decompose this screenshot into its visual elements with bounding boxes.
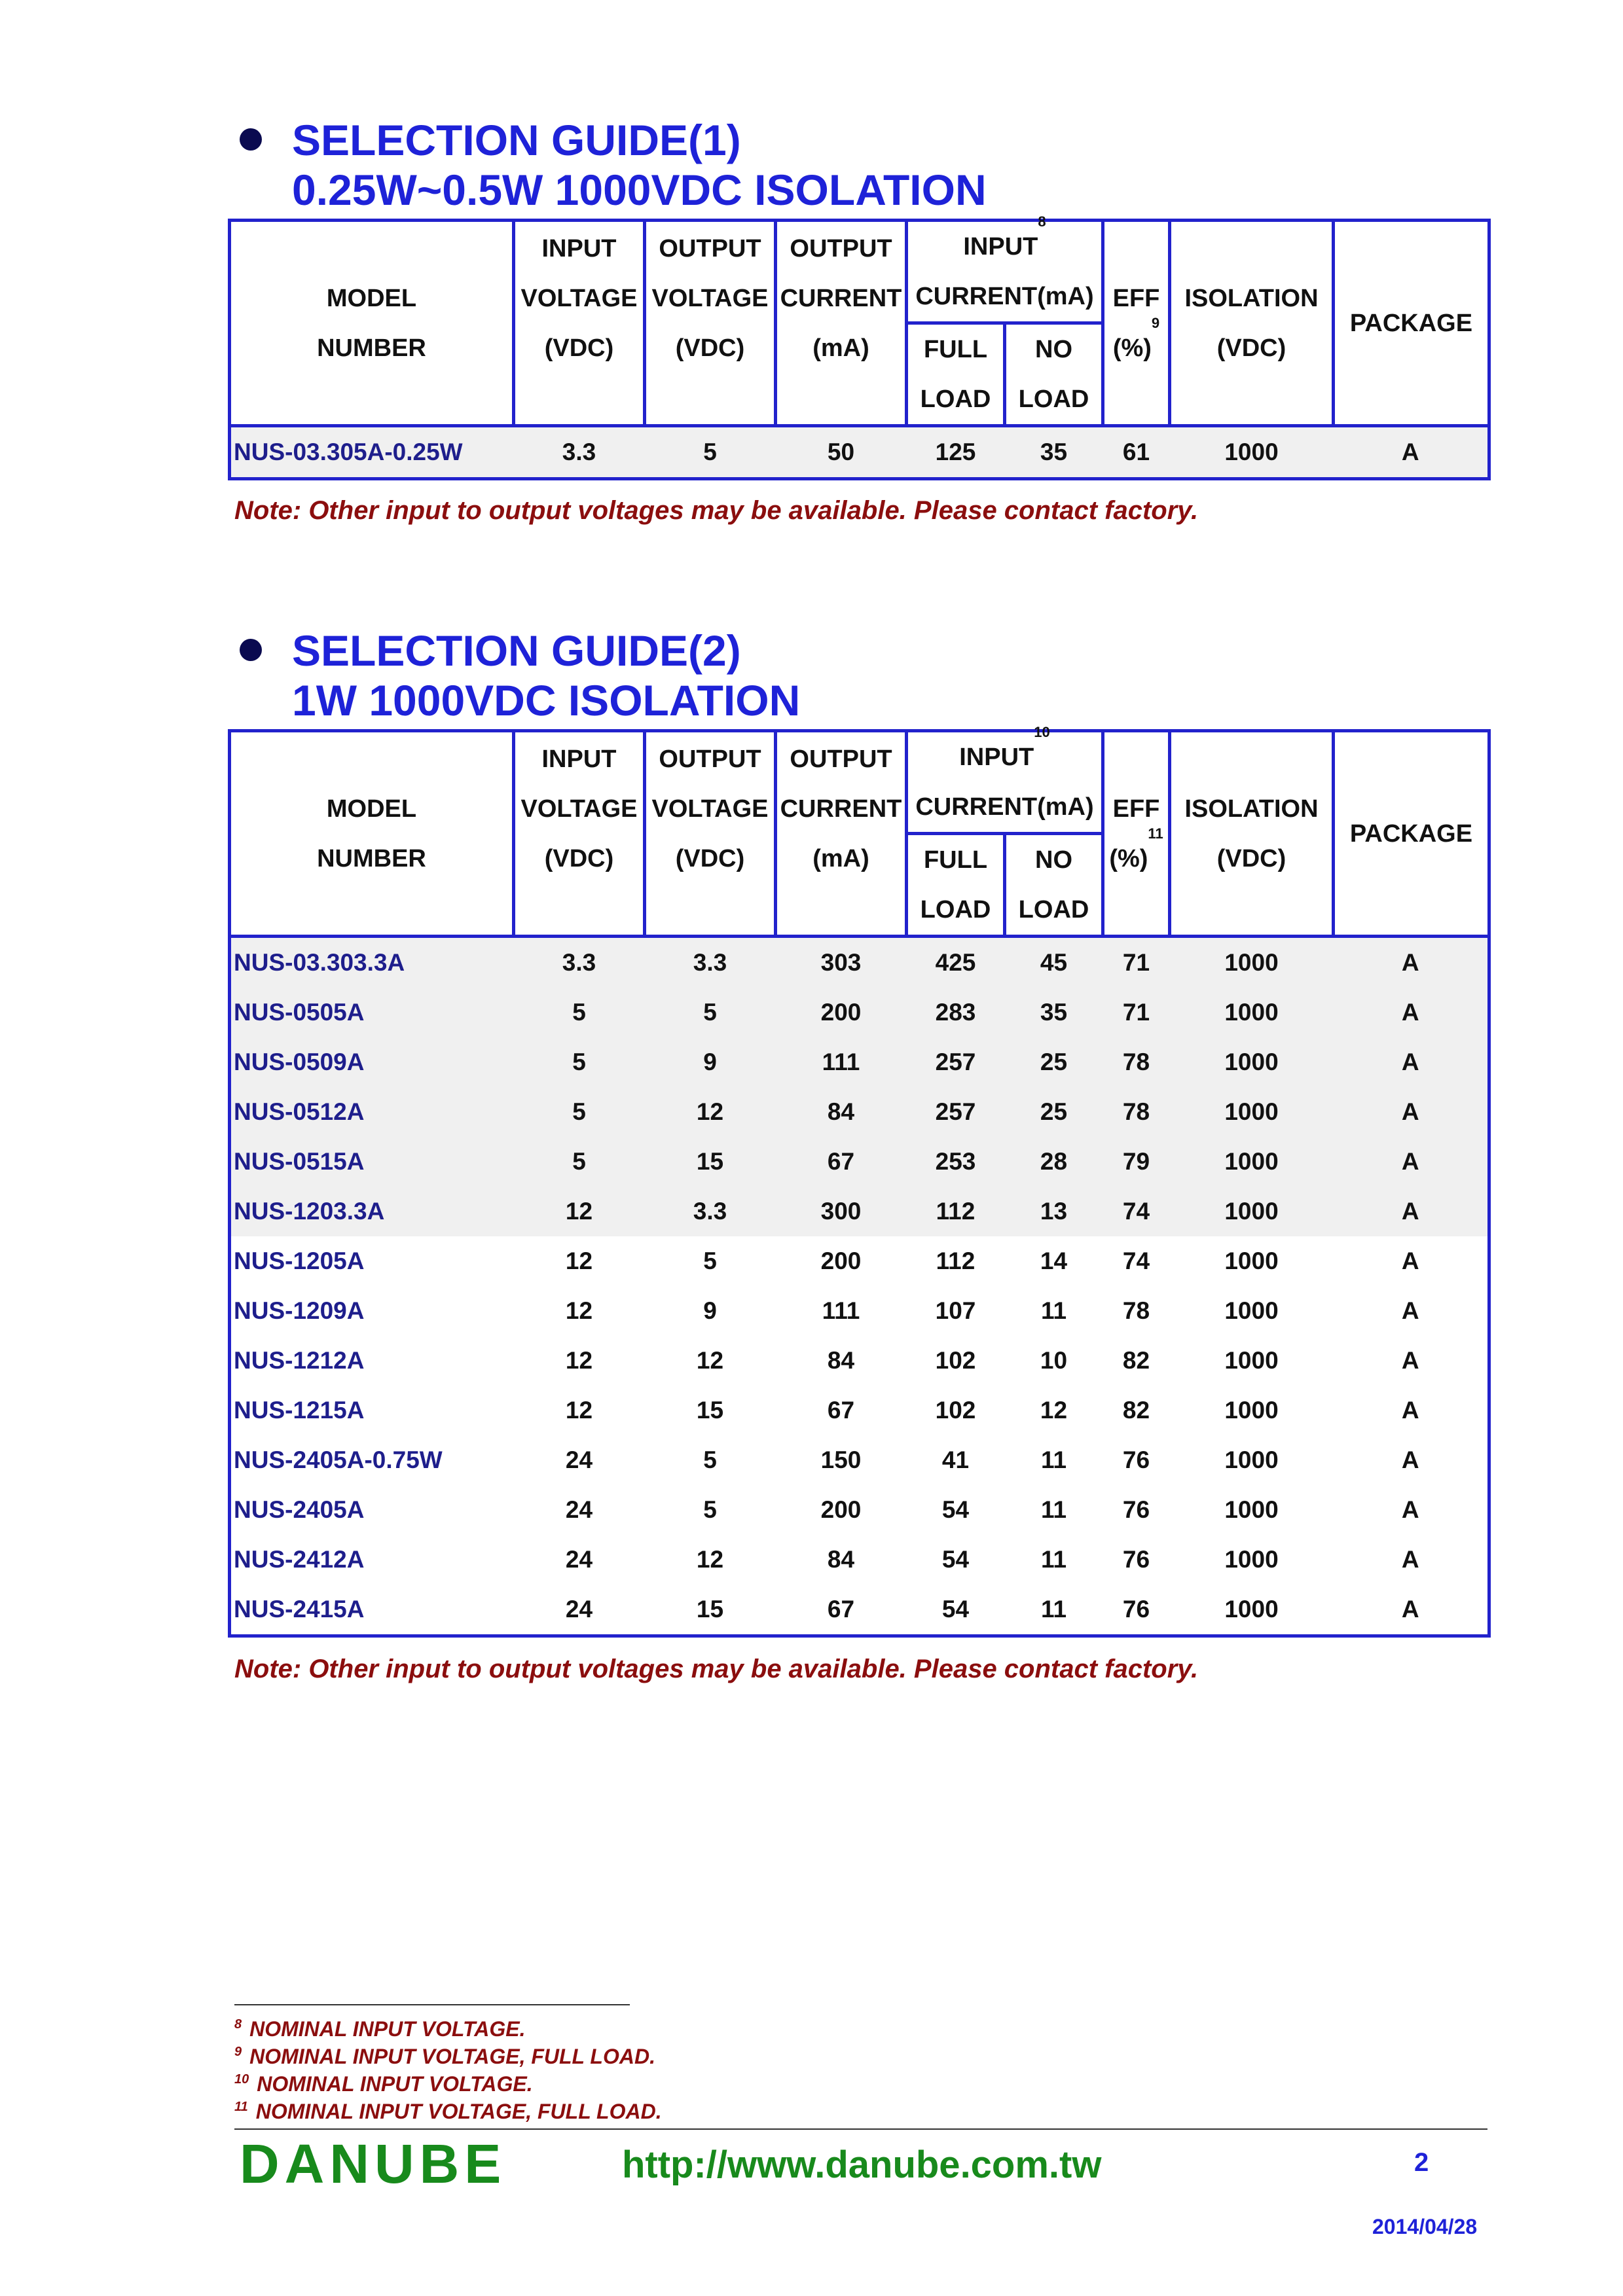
cell-eff: 61 [1103,426,1170,479]
cell-pkg: A [1334,1485,1489,1535]
col-package: PACKAGE [1334,731,1489,937]
guide1-table [228,213,1491,480]
cell-eff: 78 [1103,1087,1170,1137]
footnote: $^{11}$ NOMINAL INPUT VOLTAGE, FULL LOAD. [234,2100,662,2123]
col-input-voltage: INPUT VOLTAGE (VDC) [514,221,645,426]
table-row [230,1485,1489,1535]
cell-vin: 3.3 [514,937,645,988]
cell-iso: 1000 [1224,1247,1279,1274]
col-package: PACKAGE [1334,221,1489,426]
cell-full: 112 [907,1187,1005,1236]
cell-vin: 12 [565,1247,593,1274]
cell-full: 41 [941,1446,970,1473]
guide2-table [228,724,1491,1638]
cell-model: NUS-2412A [230,1535,514,1585]
cell-iout: 111 [776,1037,907,1087]
cell-iso: 1000 [1170,988,1334,1037]
cell-full: 425 [907,937,1005,988]
cell-pkg: A [1334,1037,1489,1087]
cell-noload: 11 [1005,1585,1103,1636]
cell-iso: 1000 [1224,1446,1279,1473]
cell-iout: 50 [776,426,907,479]
cell-model: NUS-0505A [230,988,514,1037]
cell-noload: 11 [1040,1446,1067,1473]
cell-eff: 76 [1103,1585,1170,1636]
table-row [230,1336,1489,1386]
cell-model: NUS-2415A [230,1585,514,1636]
guide1-subtitle: 0.25W~0.5W 1000VDC ISOLATION [292,166,987,214]
cell-vin: 5 [514,1087,645,1137]
cell-model: NUS-0512A [230,1087,514,1137]
guide1-title: SELECTION GUIDE(1) [292,116,741,164]
cell-full: 54 [907,1585,1005,1636]
cell-pkg: A [1334,1535,1489,1585]
cell-pkg: A [1334,1336,1489,1386]
guide1-note: Note: Other input to output voltages may be available. Please contact factory. [234,496,1199,525]
cell-eff: 76 [1122,1496,1150,1523]
cell-noload: 14 [1040,1247,1068,1274]
col-eff: EFF (%)$^9$ [1103,221,1170,426]
cell-model: NUS-1215A [230,1386,514,1435]
cell-iso: 1000 [1170,1187,1334,1236]
cell-vout: 5 [703,1446,717,1473]
cell-iout: 150 [820,1446,862,1473]
cell-iso: 1000 [1224,1496,1279,1523]
col-full-load: FULL LOAD [907,323,1005,426]
cell-noload: 45 [1005,937,1103,988]
cell-iso: 1000 [1170,426,1334,479]
table-row [230,988,1489,1037]
cell-iso: 1000 [1224,1297,1279,1324]
cell-iso: 1000 [1170,937,1334,988]
cell-vin: 5 [514,988,645,1037]
table-row [230,1286,1489,1336]
col-output-voltage: OUTPUT VOLTAGE (VDC) [645,221,776,426]
cell-full: 257 [907,1037,1005,1087]
cell-pkg: A [1334,1187,1489,1236]
cell-model: NUS-2405A [230,1485,514,1535]
cell-iout: 84 [827,1347,855,1374]
cell-model: NUS-0515A [230,1137,514,1187]
cell-eff: 76 [1122,1446,1150,1473]
cell-model: NUS-1212A [230,1336,514,1386]
table-row [230,1386,1489,1435]
cell-noload: 35 [1005,426,1103,479]
page-number: 2 [1414,2148,1429,2177]
cell-iso: 1000 [1170,1087,1334,1137]
cell-eff: 71 [1103,988,1170,1037]
cell-iso: 1000 [1224,1397,1279,1424]
cell-eff: 74 [1122,1247,1150,1274]
cell-vout: 9 [645,1037,776,1087]
cell-noload: 11 [1040,1546,1067,1573]
table-row [230,937,1489,988]
cell-full: 54 [941,1546,970,1573]
col-output-voltage: OUTPUT VOLTAGE (VDC) [645,731,776,937]
table-row [230,1236,1489,1286]
cell-pkg: A [1334,1087,1489,1137]
table-row [230,1137,1489,1187]
cell-vout: 9 [703,1297,717,1324]
cell-full: 125 [907,426,1005,479]
col-no-load: NO LOAD [1005,834,1103,937]
cell-noload: 11 [1040,1297,1067,1324]
cell-eff: 82 [1122,1397,1150,1424]
cell-eff: 78 [1122,1297,1150,1324]
table-row [230,1535,1489,1585]
cell-pkg: A [1334,1286,1489,1336]
cell-eff: 71 [1103,937,1170,988]
cell-noload: 10 [1040,1347,1068,1374]
cell-noload: 13 [1005,1187,1103,1236]
cell-vout: 12 [696,1546,724,1573]
cell-iout: 84 [776,1087,907,1137]
cell-model: NUS-03.303.3A [230,937,514,988]
cell-iout: 67 [776,1585,907,1636]
cell-noload: 12 [1040,1397,1068,1424]
cell-eff: 78 [1103,1037,1170,1087]
cell-full: 283 [907,988,1005,1037]
table-row [230,1585,1489,1636]
cell-full: 54 [941,1496,970,1523]
cell-pkg: A [1334,937,1489,988]
table-row [230,1087,1489,1137]
cell-iout: 67 [776,1137,907,1187]
cell-vout: 5 [645,426,776,479]
cell-pkg: A [1334,1435,1489,1485]
cell-pkg: A [1334,1585,1489,1636]
guide2-title: SELECTION GUIDE(2) [292,626,741,675]
cell-vin: 24 [565,1546,593,1573]
cell-full: 102 [935,1397,976,1424]
cell-iout: 200 [820,1247,862,1274]
cell-vout: 15 [645,1137,776,1187]
cell-iout: 303 [776,937,907,988]
cell-iout: 67 [827,1397,855,1424]
cell-pkg: A [1334,1386,1489,1435]
cell-vin: 3.3 [514,426,645,479]
col-full-load: FULL LOAD [907,834,1005,937]
table-row [230,426,1489,479]
website-link[interactable]: http://www.danube.com.tw [622,2144,1102,2186]
footnote-divider [234,2004,630,2005]
col-output-current: OUTPUT CURRENT (mA) [776,731,907,937]
col-input-voltage: INPUT VOLTAGE (VDC) [514,731,645,937]
cell-vout: 12 [645,1087,776,1137]
table-row [230,1435,1489,1485]
cell-eff: 74 [1103,1187,1170,1236]
footer-divider [234,2128,1487,2130]
bullet-icon [240,128,262,151]
table-row [230,1187,1489,1236]
cell-model: NUS-1203.3A [230,1187,514,1236]
cell-pkg: A [1334,1137,1489,1187]
cell-noload: 28 [1005,1137,1103,1187]
bullet-icon [240,639,262,661]
col-isolation: ISOLATION (VDC) [1170,221,1334,426]
cell-noload: 25 [1005,1087,1103,1137]
col-no-load: NO LOAD [1005,323,1103,426]
brand-logo: DANUBE [240,2133,507,2195]
cell-iso: 1000 [1224,1347,1279,1374]
cell-iout: 200 [776,988,907,1037]
cell-vout: 15 [645,1585,776,1636]
guide2-note: Note: Other input to output voltages may be available. Please contact factory. [234,1655,1199,1683]
col-eff: EFF (%)$^{11}$ [1103,731,1170,937]
footnote: $^9$ NOMINAL INPUT VOLTAGE, FULL LOAD. [234,2045,655,2068]
footnote: $^{10}$ NOMINAL INPUT VOLTAGE. [234,2072,533,2096]
cell-vin: 12 [514,1187,645,1236]
cell-iso: 1000 [1170,1037,1334,1087]
col-output-current: OUTPUT CURRENT (mA) [776,221,907,426]
cell-vin: 12 [565,1297,593,1324]
cell-full: 253 [907,1137,1005,1187]
cell-full: 112 [936,1247,976,1274]
cell-iout: 200 [820,1496,862,1523]
cell-model: NUS-1205A [230,1236,514,1286]
cell-vin: 12 [565,1397,593,1424]
cell-vout: 3.3 [645,1187,776,1236]
cell-vin: 5 [514,1137,645,1187]
cell-iout: 84 [827,1546,855,1573]
col-isolation: ISOLATION (VDC) [1170,731,1334,937]
cell-full: 257 [907,1087,1005,1137]
col-input-current: INPUT$^{10}$ CURRENT(mA) [907,731,1103,834]
cell-full: 102 [935,1347,976,1374]
cell-iso: 1000 [1170,1585,1334,1636]
cell-vin: 24 [565,1496,593,1523]
cell-full: 107 [935,1297,976,1324]
cell-eff: 79 [1103,1137,1170,1187]
cell-pkg: A [1334,1236,1489,1286]
cell-model: NUS-0509A [230,1037,514,1087]
cell-vout: 3.3 [645,937,776,988]
cell-iout: 111 [822,1297,860,1324]
cell-vout: 12 [696,1347,724,1374]
col-model: MODEL NUMBER [230,731,514,937]
cell-vout: 5 [645,988,776,1037]
cell-vin: 24 [514,1585,645,1636]
cell-noload: 11 [1040,1496,1067,1523]
cell-vin: 12 [565,1347,593,1374]
cell-model: NUS-03.305A-0.25W [230,426,514,479]
cell-noload: 25 [1005,1037,1103,1087]
cell-pkg: A [1334,988,1489,1037]
cell-model: NUS-1209A [230,1286,514,1336]
document-date: 2014/04/28 [1372,2215,1478,2238]
cell-iso: 1000 [1224,1546,1279,1573]
cell-vout: 5 [703,1247,717,1274]
col-input-current: INPUT$^8$ CURRENT(mA) [907,221,1103,323]
cell-iout: 300 [776,1187,907,1236]
cell-iso: 1000 [1170,1137,1334,1187]
table-row [230,1037,1489,1087]
cell-vin: 24 [565,1446,593,1473]
cell-vout: 15 [696,1397,724,1424]
cell-noload: 35 [1005,988,1103,1037]
cell-eff: 76 [1122,1546,1150,1573]
cell-vout: 5 [703,1496,717,1523]
cell-model: NUS-2405A-0.75W [230,1435,514,1485]
guide2-subtitle: 1W 1000VDC ISOLATION [292,676,801,725]
col-model: MODEL NUMBER [230,221,514,426]
cell-eff: 82 [1122,1347,1150,1374]
cell-pkg: A [1334,426,1489,479]
footnote: $^8$ NOMINAL INPUT VOLTAGE. [234,2017,526,2041]
cell-vin: 5 [514,1037,645,1087]
